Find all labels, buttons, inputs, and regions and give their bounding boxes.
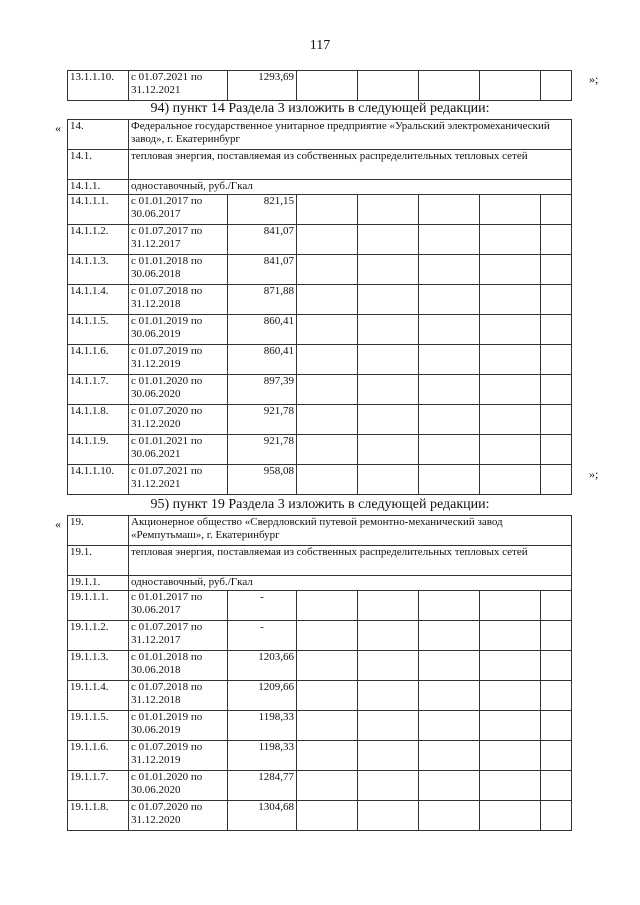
empty-cell	[480, 711, 541, 741]
row-code: 19.1.1.2.	[68, 621, 129, 651]
table-row	[68, 771, 572, 801]
row-code: 13.1.1.10.	[68, 71, 129, 101]
row-value: 1293,69	[228, 71, 297, 101]
empty-cell	[358, 621, 419, 651]
row-value: -	[228, 621, 297, 651]
row-period: с 01.07.2019 по 31.12.2019	[129, 741, 228, 771]
row-code: 19.1.1.7.	[68, 771, 129, 801]
table-row	[68, 711, 572, 741]
row-value: 841,07	[228, 225, 297, 255]
row-period: с 01.07.2021 по 31.12.2021	[129, 71, 228, 101]
empty-cell	[480, 375, 541, 405]
empty-cell	[419, 801, 480, 831]
sub-name: тепловая энергия, поставляемая из собственных распределительных тепловых сетей	[129, 546, 572, 576]
empty-cell	[297, 315, 358, 345]
row-value: 958,08	[228, 465, 297, 495]
empty-cell	[358, 71, 419, 101]
sub-code: 19.1.	[68, 546, 129, 576]
empty-cell	[419, 465, 480, 495]
sub-name: тепловая энергия, поставляемая из собственных распределительных тепловых сетей	[129, 150, 572, 180]
empty-cell	[541, 651, 572, 681]
empty-cell	[480, 315, 541, 345]
rate-code: 14.1.1.	[68, 180, 129, 195]
table-row	[68, 71, 572, 101]
row-period: с 01.01.2020 по 30.06.2020	[129, 375, 228, 405]
section-95-intro: 95) пункт 19 Раздела 3 изложить в следующей редакции:	[150, 497, 490, 512]
empty-cell	[297, 681, 358, 711]
row-value: 921,78	[228, 435, 297, 465]
empty-cell	[480, 345, 541, 375]
empty-cell	[358, 345, 419, 375]
empty-cell	[419, 375, 480, 405]
empty-cell	[358, 465, 419, 495]
row-period: с 01.07.2020 по 31.12.2020	[129, 801, 228, 831]
table-row	[68, 801, 572, 831]
row-code: 19.1.1.8.	[68, 801, 129, 831]
empty-cell	[541, 405, 572, 435]
empty-cell	[480, 771, 541, 801]
row-period: с 01.07.2017 по 31.12.2017	[129, 621, 228, 651]
row-value: 1304,68	[228, 801, 297, 831]
row-code: 14.1.1.7.	[68, 375, 129, 405]
empty-cell	[358, 435, 419, 465]
table-row	[68, 681, 572, 711]
empty-cell	[358, 741, 419, 771]
row-value: 897,39	[228, 375, 297, 405]
rate-name: одноставочный, руб./Гкал	[129, 576, 572, 591]
empty-cell	[358, 711, 419, 741]
row-period: с 01.07.2018 по 31.12.2018	[129, 285, 228, 315]
closing-quote-mark: »;	[589, 467, 599, 481]
empty-cell	[419, 195, 480, 225]
row-code: 19.1.1.1.	[68, 591, 129, 621]
table-row	[68, 225, 572, 255]
row-code: 14.1.1.2.	[68, 225, 129, 255]
row-value: 1198,33	[228, 711, 297, 741]
row-code: 14.1.1.9.	[68, 435, 129, 465]
empty-cell	[419, 741, 480, 771]
tariff-table-13	[67, 70, 572, 101]
empty-cell	[297, 651, 358, 681]
empty-cell	[541, 801, 572, 831]
row-period: с 01.07.2019 по 31.12.2019	[129, 345, 228, 375]
row-period: с 01.01.2018 по 30.06.2018	[129, 255, 228, 285]
empty-cell	[541, 315, 572, 345]
empty-cell	[358, 591, 419, 621]
empty-cell	[419, 591, 480, 621]
empty-cell	[358, 225, 419, 255]
empty-cell	[358, 315, 419, 345]
row-period: с 01.01.2021 по 30.06.2021	[129, 435, 228, 465]
table-row	[68, 195, 572, 225]
rate-name: одноставочный, руб./Гкал	[129, 180, 572, 195]
row-period: с 01.07.2018 по 31.12.2018	[129, 681, 228, 711]
table-row	[68, 435, 572, 465]
row-period: с 01.07.2020 по 31.12.2020	[129, 405, 228, 435]
empty-cell	[541, 621, 572, 651]
empty-cell	[297, 405, 358, 435]
empty-cell	[419, 71, 480, 101]
empty-cell	[419, 225, 480, 255]
empty-cell	[419, 315, 480, 345]
empty-cell	[480, 651, 541, 681]
table-row	[68, 741, 572, 771]
table-row	[68, 375, 572, 405]
empty-cell	[541, 435, 572, 465]
empty-cell	[541, 591, 572, 621]
empty-cell	[480, 195, 541, 225]
row-period: с 01.07.2021 по 31.12.2021	[129, 465, 228, 495]
row-value: 860,41	[228, 315, 297, 345]
row-code: 14.1.1.8.	[68, 405, 129, 435]
empty-cell	[419, 711, 480, 741]
empty-cell	[480, 465, 541, 495]
empty-cell	[297, 801, 358, 831]
page-number: 117	[309, 38, 331, 53]
row-value: 821,15	[228, 195, 297, 225]
empty-cell	[297, 591, 358, 621]
empty-cell	[480, 225, 541, 255]
row-value: 1209,66	[228, 681, 297, 711]
row-code: 14.1.1.1.	[68, 195, 129, 225]
empty-cell	[297, 741, 358, 771]
empty-cell	[480, 741, 541, 771]
row-period: с 01.01.2017 по 30.06.2017	[129, 195, 228, 225]
table-row	[68, 255, 572, 285]
row-code: 19.1.1.5.	[68, 711, 129, 741]
empty-cell	[297, 225, 358, 255]
row-value: 860,41	[228, 345, 297, 375]
org-name: Акционерное общество «Свердловский путевой ремонтно-механический завод «Ремпутьмаш», г. Екатеринбург	[129, 516, 572, 546]
empty-cell	[358, 651, 419, 681]
empty-cell	[419, 435, 480, 465]
empty-cell	[419, 285, 480, 315]
empty-cell	[541, 71, 572, 101]
empty-cell	[419, 771, 480, 801]
table-row	[68, 285, 572, 315]
empty-cell	[358, 771, 419, 801]
sub-code: 14.1.	[68, 150, 129, 180]
row-period: с 01.01.2019 по 30.06.2019	[129, 315, 228, 345]
empty-cell	[297, 435, 358, 465]
empty-cell	[480, 801, 541, 831]
empty-cell	[480, 405, 541, 435]
empty-cell	[358, 375, 419, 405]
empty-cell	[480, 71, 541, 101]
row-value: 841,07	[228, 255, 297, 285]
empty-cell	[419, 255, 480, 285]
row-code: 14.1.1.6.	[68, 345, 129, 375]
row-value: 1284,77	[228, 771, 297, 801]
opening-quote-mark: «	[55, 121, 61, 135]
empty-cell	[541, 465, 572, 495]
empty-cell	[297, 465, 358, 495]
row-value: 921,78	[228, 405, 297, 435]
row-value: -	[228, 591, 297, 621]
empty-cell	[480, 285, 541, 315]
empty-cell	[297, 771, 358, 801]
row-code: 14.1.1.3.	[68, 255, 129, 285]
org-code: 14.	[68, 120, 129, 150]
rate-code: 19.1.1.	[68, 576, 129, 591]
empty-cell	[297, 195, 358, 225]
empty-cell	[480, 681, 541, 711]
row-code: 14.1.1.10.	[68, 465, 129, 495]
empty-cell	[541, 285, 572, 315]
empty-cell	[358, 801, 419, 831]
empty-cell	[419, 621, 480, 651]
empty-cell	[358, 681, 419, 711]
empty-cell	[541, 771, 572, 801]
empty-cell	[480, 591, 541, 621]
empty-cell	[297, 285, 358, 315]
empty-cell	[480, 621, 541, 651]
row-period: с 01.01.2018 по 30.06.2018	[129, 651, 228, 681]
empty-cell	[297, 255, 358, 285]
empty-cell	[541, 375, 572, 405]
row-period: с 01.01.2020 по 30.06.2020	[129, 771, 228, 801]
tariff-table-14	[67, 119, 572, 495]
empty-cell	[541, 255, 572, 285]
empty-cell	[541, 345, 572, 375]
empty-cell	[297, 71, 358, 101]
table-row	[68, 315, 572, 345]
section-94-intro: 94) пункт 14 Раздела 3 изложить в следующей редакции:	[150, 101, 490, 116]
empty-cell	[541, 225, 572, 255]
empty-cell	[419, 651, 480, 681]
empty-cell	[297, 711, 358, 741]
opening-quote-mark: «	[55, 517, 61, 531]
org-code: 19.	[68, 516, 129, 546]
org-name: Федеральное государственное унитарное предприятие «Уральский электромеханический завод», г. Екатеринбург	[129, 120, 572, 150]
row-period: с 01.01.2017 по 30.06.2017	[129, 591, 228, 621]
empty-cell	[541, 195, 572, 225]
empty-cell	[541, 711, 572, 741]
empty-cell	[541, 681, 572, 711]
row-period: с 01.01.2019 по 30.06.2019	[129, 711, 228, 741]
table-row	[68, 405, 572, 435]
table-row	[68, 345, 572, 375]
empty-cell	[480, 435, 541, 465]
table-row	[68, 651, 572, 681]
row-period: с 01.07.2017 по 31.12.2017	[129, 225, 228, 255]
empty-cell	[297, 345, 358, 375]
table-row	[68, 621, 572, 651]
row-value: 871,88	[228, 285, 297, 315]
row-value: 1198,33	[228, 741, 297, 771]
closing-quote-mark: »;	[589, 72, 599, 86]
tariff-table-19	[67, 515, 572, 831]
empty-cell	[419, 681, 480, 711]
row-value: 1203,66	[228, 651, 297, 681]
empty-cell	[358, 195, 419, 225]
row-code: 14.1.1.4.	[68, 285, 129, 315]
empty-cell	[297, 621, 358, 651]
empty-cell	[419, 345, 480, 375]
row-code: 19.1.1.3.	[68, 651, 129, 681]
empty-cell	[358, 285, 419, 315]
row-code: 19.1.1.4.	[68, 681, 129, 711]
row-code: 14.1.1.5.	[68, 315, 129, 345]
empty-cell	[419, 405, 480, 435]
row-code: 19.1.1.6.	[68, 741, 129, 771]
empty-cell	[358, 255, 419, 285]
empty-cell	[541, 741, 572, 771]
empty-cell	[297, 375, 358, 405]
table-row	[68, 591, 572, 621]
empty-cell	[358, 405, 419, 435]
table-row	[68, 465, 572, 495]
empty-cell	[480, 255, 541, 285]
